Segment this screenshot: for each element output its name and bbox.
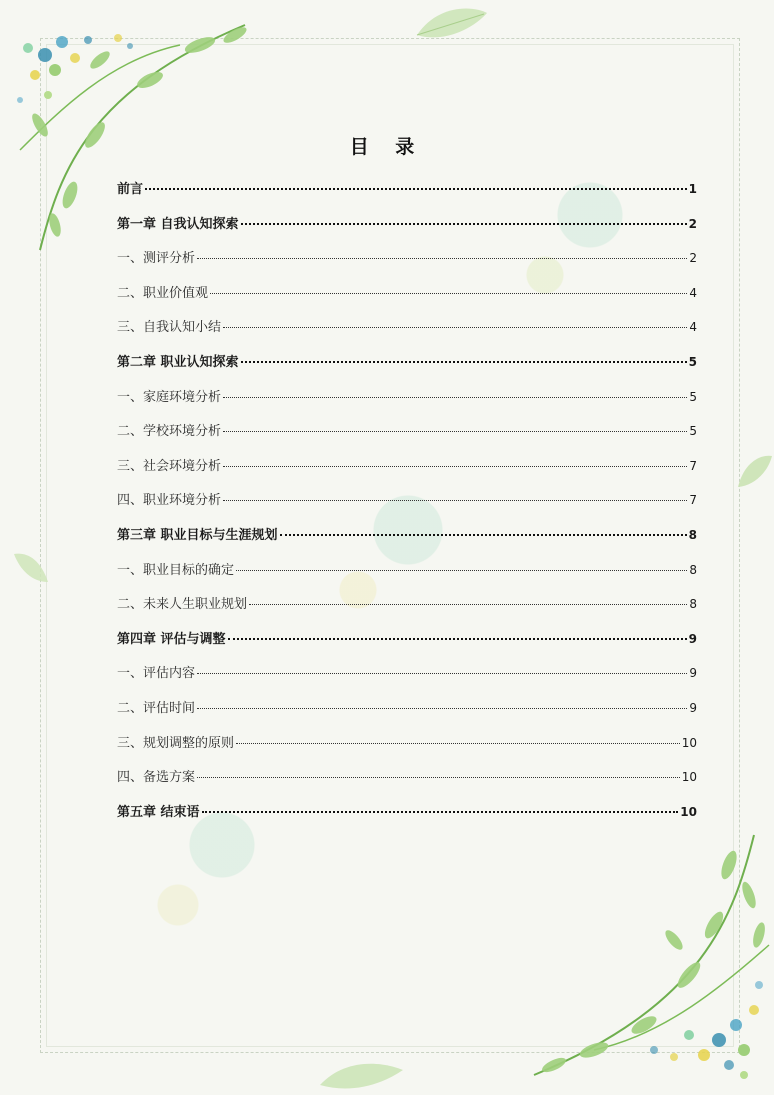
toc-entry-page: 9 [689, 700, 697, 715]
dot-leader [280, 533, 687, 536]
toc-entry-page: 2 [689, 251, 697, 266]
toc-entry-label: 第三章 职业目标与生涯规划 [117, 527, 278, 543]
dot-leader [202, 810, 679, 813]
dot-leader [223, 499, 687, 501]
toc-entry-page: 8 [689, 562, 697, 577]
toc-entry-section[interactable] [117, 483, 697, 518]
toc-entry-section[interactable] [117, 691, 697, 726]
toc-entry-label: 二、未来人生职业规划 [117, 597, 248, 613]
dot-leader [249, 603, 687, 605]
toc-entry-page: 10 [681, 735, 697, 750]
toc-entry-page: 8 [689, 597, 697, 612]
toc-entry-page: 9 [689, 666, 697, 681]
toc-entry-section[interactable] [117, 241, 697, 276]
toc-entry-page: 5 [689, 389, 697, 404]
toc-entry-label: 第四章 评估与调整 [117, 631, 226, 647]
toc-entry-label: 三、规划调整的原则 [117, 735, 235, 751]
toc-entry-section[interactable] [117, 587, 697, 622]
dot-leader [197, 672, 687, 674]
toc-entry-page: 9 [688, 631, 697, 646]
toc-entry-section[interactable] [117, 414, 697, 449]
toc-entry-section[interactable] [117, 760, 697, 795]
table-of-contents [117, 172, 697, 829]
toc-entry-label: 第五章 结束语 [117, 804, 200, 820]
dot-leader [236, 742, 680, 744]
toc-entry-label: 第二章 职业认知探索 [117, 354, 239, 370]
dot-leader [223, 465, 687, 467]
dot-leader [223, 396, 687, 398]
dot-leader [223, 326, 687, 328]
toc-entry-page: 10 [681, 770, 697, 785]
toc-entry-label: 一、职业目标的确定 [117, 562, 235, 578]
toc-entry-label: 四、职业环境分析 [117, 493, 222, 509]
toc-entry-page: 4 [689, 320, 697, 335]
toc-entry-section[interactable] [117, 726, 697, 761]
dot-leader [223, 430, 687, 432]
toc-entry-section[interactable] [117, 276, 697, 311]
toc-entry-section[interactable] [117, 449, 697, 484]
toc-entry-label: 第一章 自我认知探索 [117, 216, 239, 232]
toc-entry-preface[interactable] [117, 172, 697, 207]
leaf-bottom-icon [318, 1055, 408, 1095]
toc-entry-label: 二、职业价值观 [117, 285, 209, 301]
dot-leader [197, 776, 680, 778]
toc-entry-label: 二、评估时间 [117, 700, 196, 716]
page-title: 目 录 [349, 136, 425, 158]
toc-entry-page: 7 [689, 493, 697, 508]
toc-entry-label: 一、测评分析 [117, 251, 196, 267]
dot-leader [228, 637, 687, 640]
leaf-top-icon [412, 5, 492, 45]
toc-entry-label: 一、评估内容 [117, 666, 196, 682]
toc-entry-page: 4 [689, 285, 697, 300]
toc-entry-chapter-4[interactable] [117, 622, 697, 657]
toc-entry-page: 7 [689, 458, 697, 473]
dot-leader [197, 257, 687, 259]
toc-entry-section[interactable] [117, 656, 697, 691]
toc-entry-label: 一、家庭环境分析 [117, 389, 222, 405]
dot-leader [241, 222, 687, 225]
toc-entry-page: 10 [680, 804, 697, 819]
toc-entry-section[interactable] [117, 310, 697, 345]
toc-entry-page: 8 [688, 527, 697, 542]
toc-entry-label: 三、自我认知小结 [117, 320, 222, 336]
floral-corner-bottom-right-icon [514, 825, 774, 1095]
toc-entry-label: 二、学校环境分析 [117, 424, 222, 440]
toc-entry-section[interactable] [117, 380, 697, 415]
dot-leader [145, 187, 687, 190]
toc-entry-label: 前言 [117, 182, 144, 197]
toc-entry-page: 1 [688, 182, 697, 196]
toc-entry-chapter-2[interactable] [117, 345, 697, 380]
toc-entry-page: 5 [688, 354, 697, 369]
dot-leader [210, 292, 687, 294]
toc-entry-label: 四、备选方案 [117, 770, 196, 786]
dot-leader [236, 569, 687, 571]
dot-leader [197, 707, 687, 709]
toc-entry-chapter-3[interactable] [117, 518, 697, 553]
toc-entry-chapter-1[interactable] [117, 207, 697, 242]
leaf-left-icon [12, 548, 52, 588]
leaf-right-icon [736, 452, 774, 492]
toc-entry-page: 2 [688, 216, 697, 231]
toc-entry-page: 5 [689, 424, 697, 439]
toc-entry-label: 三、社会环境分析 [117, 458, 222, 474]
dot-leader [241, 360, 687, 363]
toc-entry-chapter-5[interactable] [117, 795, 697, 830]
toc-entry-section[interactable] [117, 553, 697, 588]
